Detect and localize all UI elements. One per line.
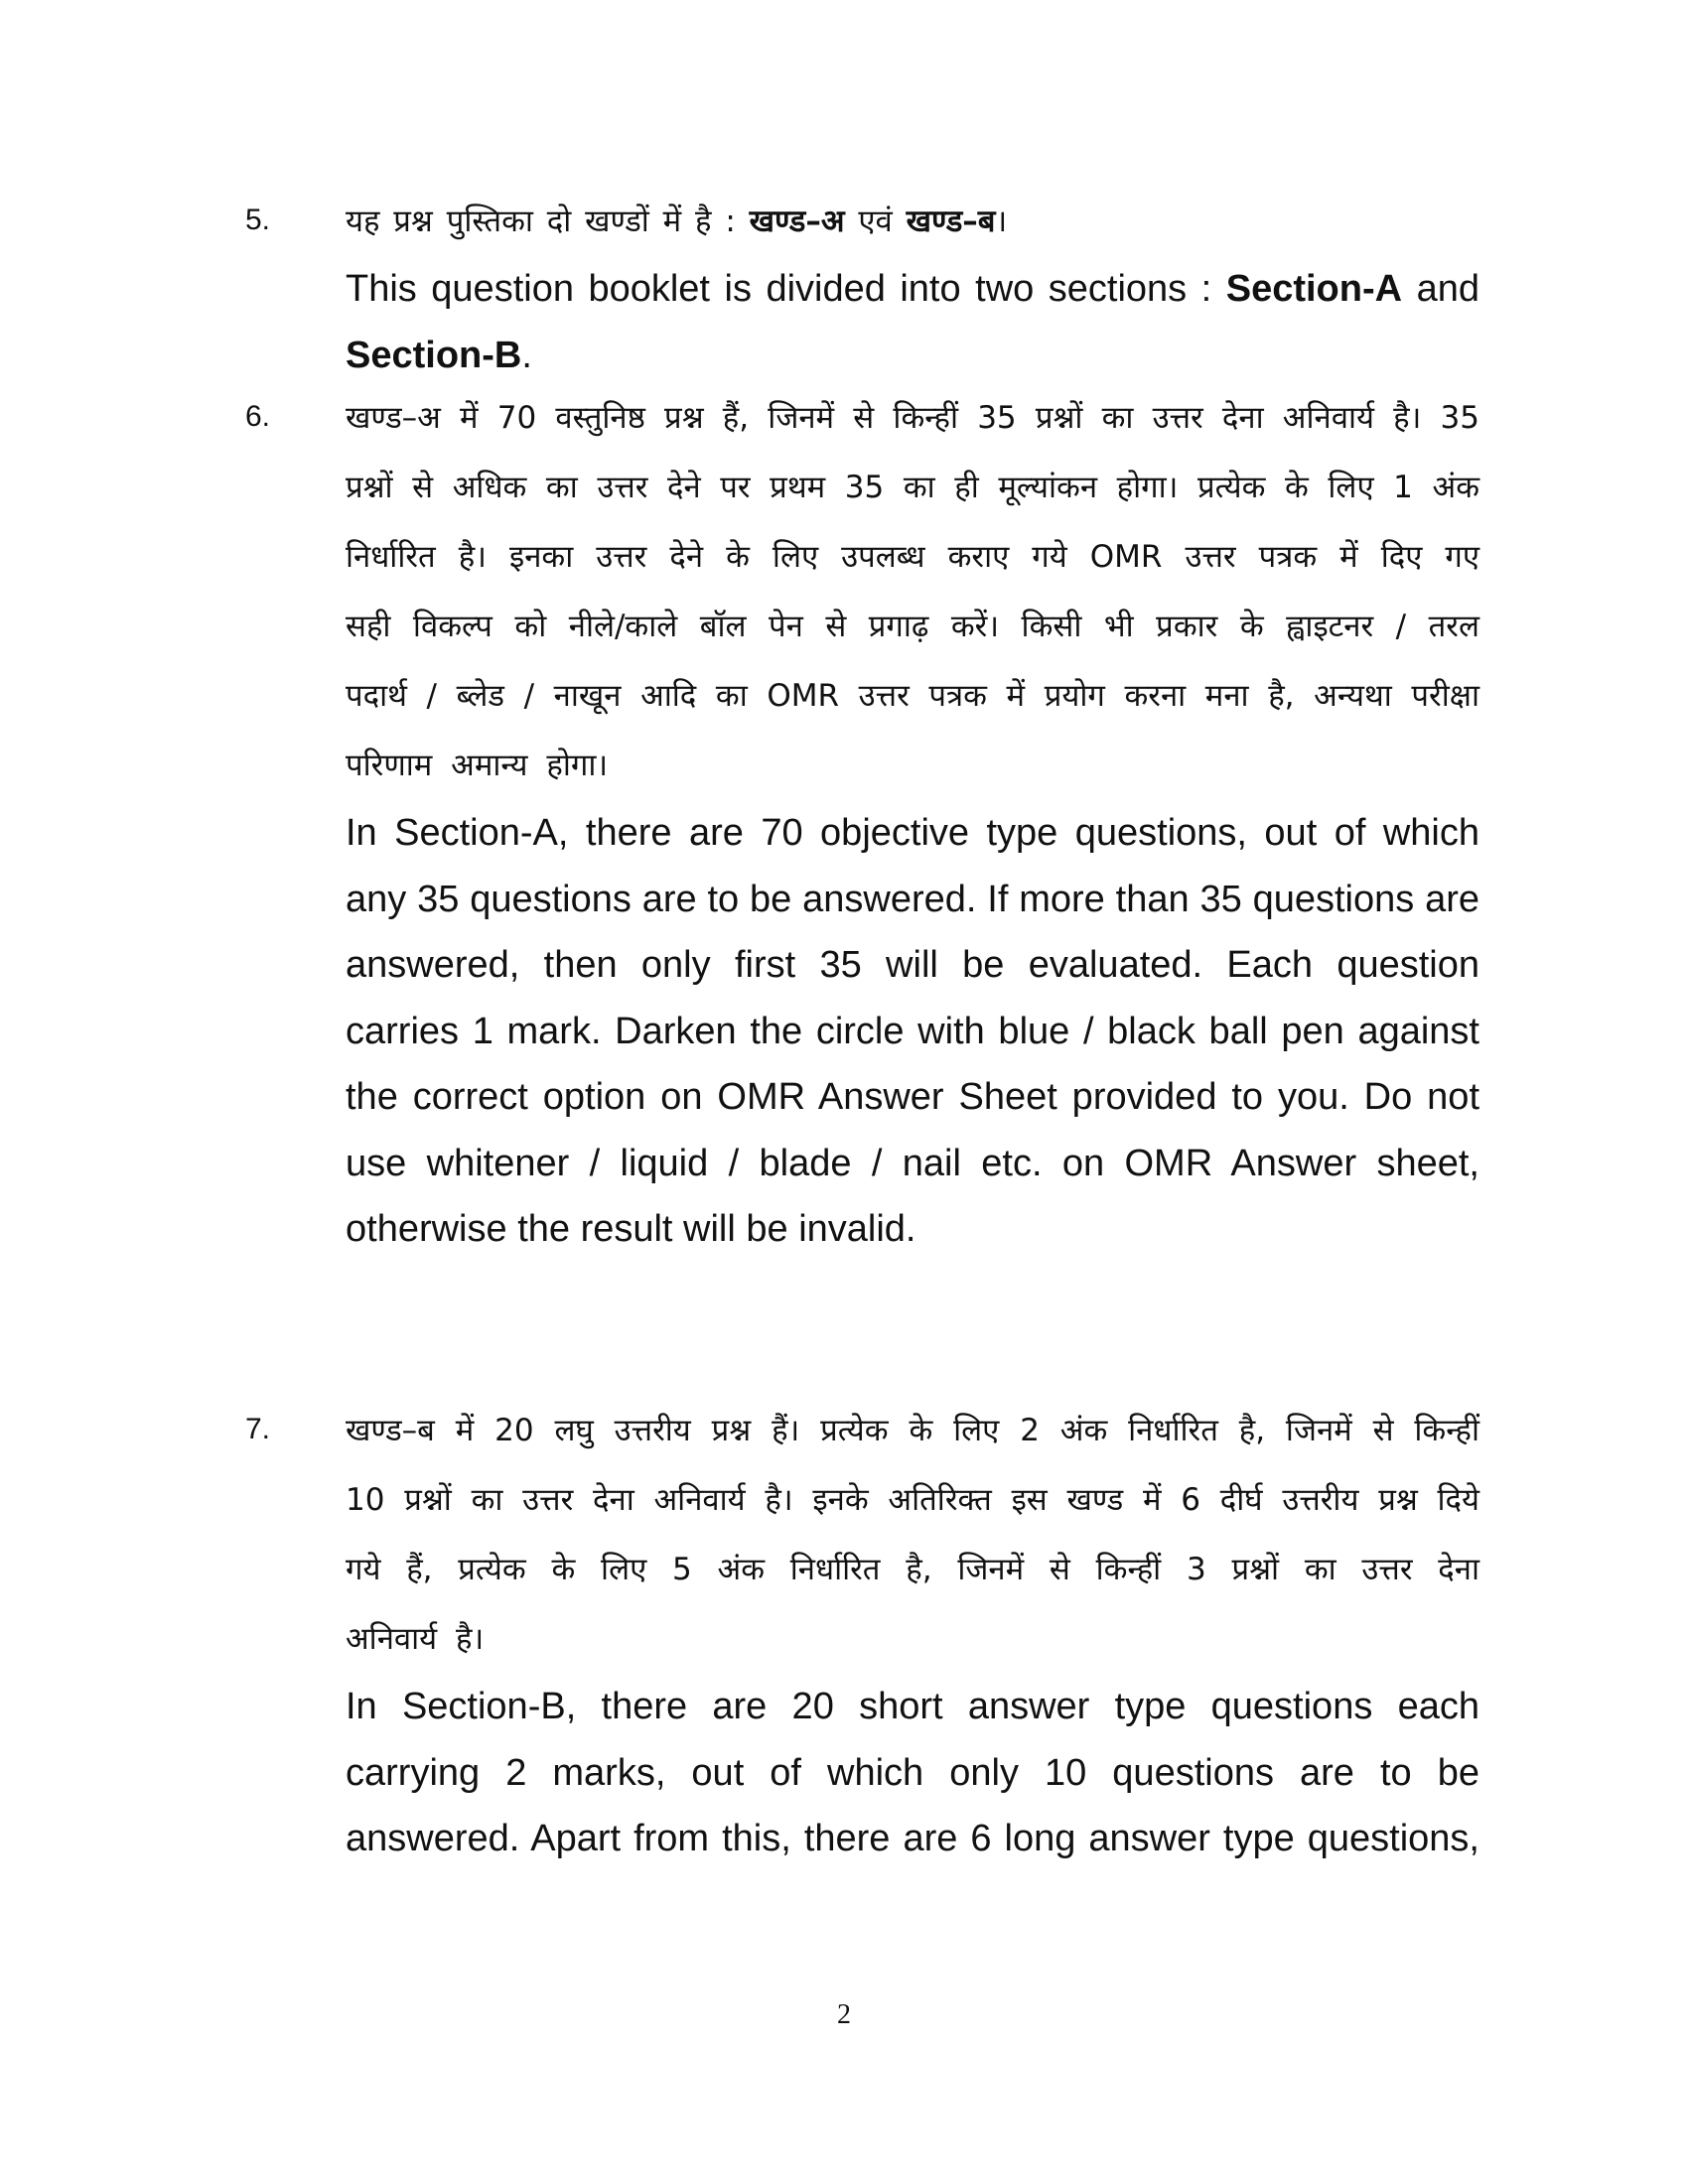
hindi-text: यह प्रश्न पुस्तिका दो खण्डों में है : खण्ड–अ एवं खण्ड–ब। bbox=[346, 204, 1008, 239]
hindi-text: खण्ड–ब में 20 लघु उत्तरीय प्रश्न हैं। प्रत्येक के लिए 2 अंक निर्धारित है, जिनमें से किन्हीं 10 प्रश्नों का उत्तर देना अनिवार्य है। इनके अतिरिक्त इस खण्ड में 6 दीर्घ उत्तरीय प्रश्न दिये गये हैं, प्रत्येक के लिए 5 अंक निर्धारित है, जिनमें से किन्हीं 3 प्रश्नों का उत्तर देना अनिवार्य है। bbox=[346, 1413, 1479, 1657]
section-a-hindi: खण्ड–अ bbox=[749, 204, 845, 239]
item-text bbox=[346, 187, 1479, 388]
hindi-text: खण्ड–अ में 70 वस्तुनिष्ठ प्रश्न हैं, जिनमें से किन्हीं 35 प्रश्नों का उत्तर देना अनिवार्य है। 35 प्रश्नों से अधिक का उत्तर देने पर प्रथम 35 का ही मूल्यांकन होगा। प्रत्येक के लिए 1 अंक निर्धारित है। इनका उत्तर देने के लिए उपलब्ध कराए गये OMR उत्तर पत्रक में दिए गए सही विकल्प को नीले/काले बॉल पेन से प्रगाढ़ करें। किसी भी प्रकार के ह्वाइटनर / तरल पदार्थ / ब्लेड / नाखून आदि का OMR उत्तर पत्रक में प्रयोग करना मना है, अन्यथा परीक्षा परिणाम अमान्य होगा। bbox=[346, 400, 1479, 783]
item-number: 7. bbox=[245, 1413, 271, 1445]
section-b-hindi: खण्ड–ब bbox=[906, 204, 996, 239]
item-number: 5. bbox=[245, 204, 271, 236]
section-b-english: Section-B bbox=[346, 334, 522, 376]
section-a-english: Section-A bbox=[1225, 268, 1403, 310]
item-text bbox=[346, 1396, 1479, 1872]
english-text: In Section-B, there are 20 short answer type questions each carrying 2 marks, out of which only 10 questions are to be answered. Apart from this, there are 6 long answer type questions, bbox=[346, 1686, 1479, 1859]
item-number: 6. bbox=[245, 400, 271, 433]
english-text: This question booklet is divided into two sections : Section-A and Section-B. bbox=[346, 268, 1479, 376]
page-number: 2 bbox=[837, 1999, 851, 2030]
english-text: In Section-A, there are 70 objective type questions, out of which any 35 questions are to be answered. If more than 35 questions are answered, then only first 35 will be evaluated. Each question carries 1 mark. Darken the circle with blue / black ball pen against the correct option on OMR Answer Sheet provided to you. Do not use whitener / liquid / blade / nail etc. on OMR Answer sheet, otherwise the result will be invalid. bbox=[346, 812, 1479, 1250]
item-text bbox=[346, 383, 1479, 1263]
